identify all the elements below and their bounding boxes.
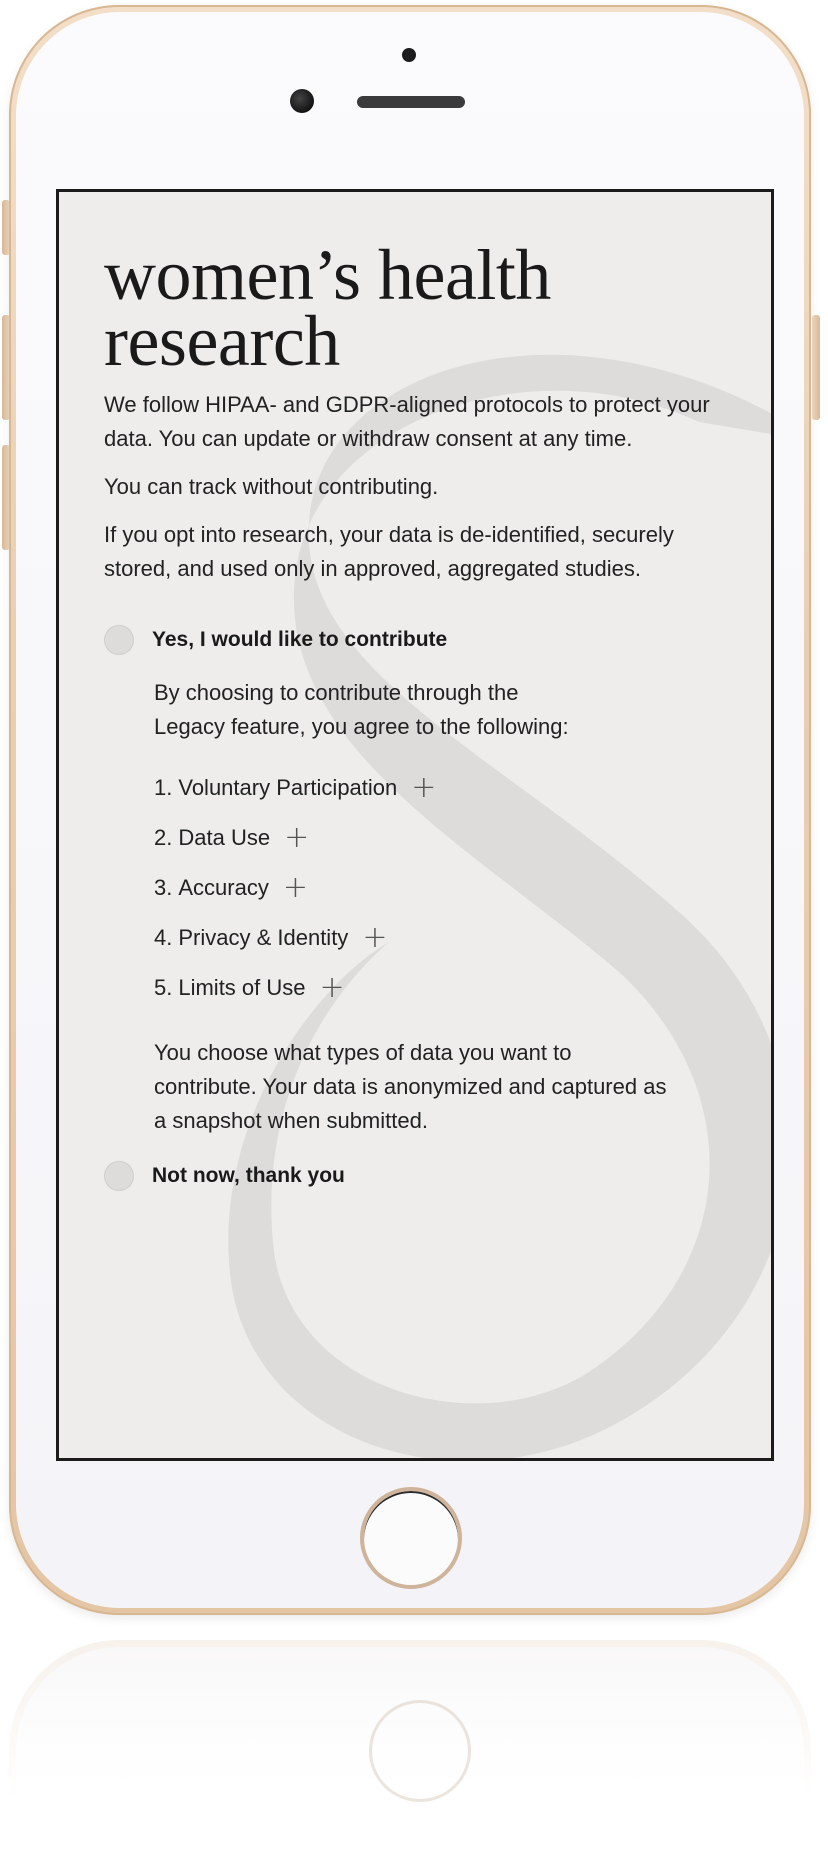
term-number: 5. [154, 975, 173, 1000]
term-number: 1. [154, 775, 173, 800]
term-voluntary-participation[interactable] [154, 770, 744, 806]
contribute-label[interactable]: Yes, I would like to contribute [152, 628, 448, 651]
term-privacy-identity[interactable] [154, 920, 744, 956]
contribute-radio[interactable] [104, 625, 134, 655]
term-label: Data Use [178, 825, 271, 850]
term-label: Voluntary Participation [178, 775, 398, 800]
earpiece-speaker [357, 96, 465, 108]
phone-screen [56, 189, 774, 1461]
plus-icon[interactable]: + [282, 870, 308, 905]
plus-icon[interactable]: + [411, 770, 437, 805]
term-number: 3. [154, 875, 173, 900]
phone-reflection [9, 1640, 811, 1852]
option-contribute-row[interactable] [104, 622, 744, 658]
decline-label[interactable]: Not now, thank you [152, 1164, 345, 1187]
term-label: Limits of Use [178, 975, 306, 1000]
home-button-reflection [369, 1700, 471, 1802]
proximity-sensor [402, 48, 416, 62]
terms-list [154, 770, 744, 1006]
option-decline[interactable] [104, 1158, 744, 1194]
plus-icon[interactable]: + [362, 920, 388, 955]
term-number: 4. [154, 925, 173, 950]
research-paragraph: If you opt into research, your data is de-identified, securely stored, and used only in approved, aggregated studies. [104, 522, 674, 581]
privacy-paragraph: We follow HIPAA- and GDPR-aligned protocols to protect your data. You can update or withdraw consent at any time. [104, 392, 710, 451]
contribute-details [154, 676, 744, 1138]
option-contribute[interactable] [104, 622, 744, 1138]
legacy-intro: By choosing to contribute through the Legacy feature, you agree to the following: [154, 680, 569, 739]
front-camera [290, 89, 314, 113]
decline-radio[interactable] [104, 1161, 134, 1191]
plus-icon[interactable]: + [319, 970, 345, 1005]
plus-icon[interactable]: + [284, 820, 310, 855]
contribute-footer: You choose what types of data you want to contribute. Your data is anonymized and captured as a snapshot when submitted. [154, 1040, 667, 1133]
track-paragraph: You can track without contributing. [104, 474, 439, 499]
term-number: 2. [154, 825, 173, 850]
term-accuracy[interactable] [154, 870, 744, 906]
home-button[interactable] [360, 1487, 462, 1589]
term-limits-of-use[interactable] [154, 970, 744, 1006]
term-data-use[interactable] [154, 820, 744, 856]
consent-content [104, 235, 744, 1194]
term-label: Accuracy [178, 875, 269, 900]
term-label: Privacy & Identity [178, 925, 349, 950]
power-button [812, 315, 820, 420]
option-decline-row[interactable] [104, 1158, 744, 1194]
page-title: women’s health research [104, 235, 551, 381]
